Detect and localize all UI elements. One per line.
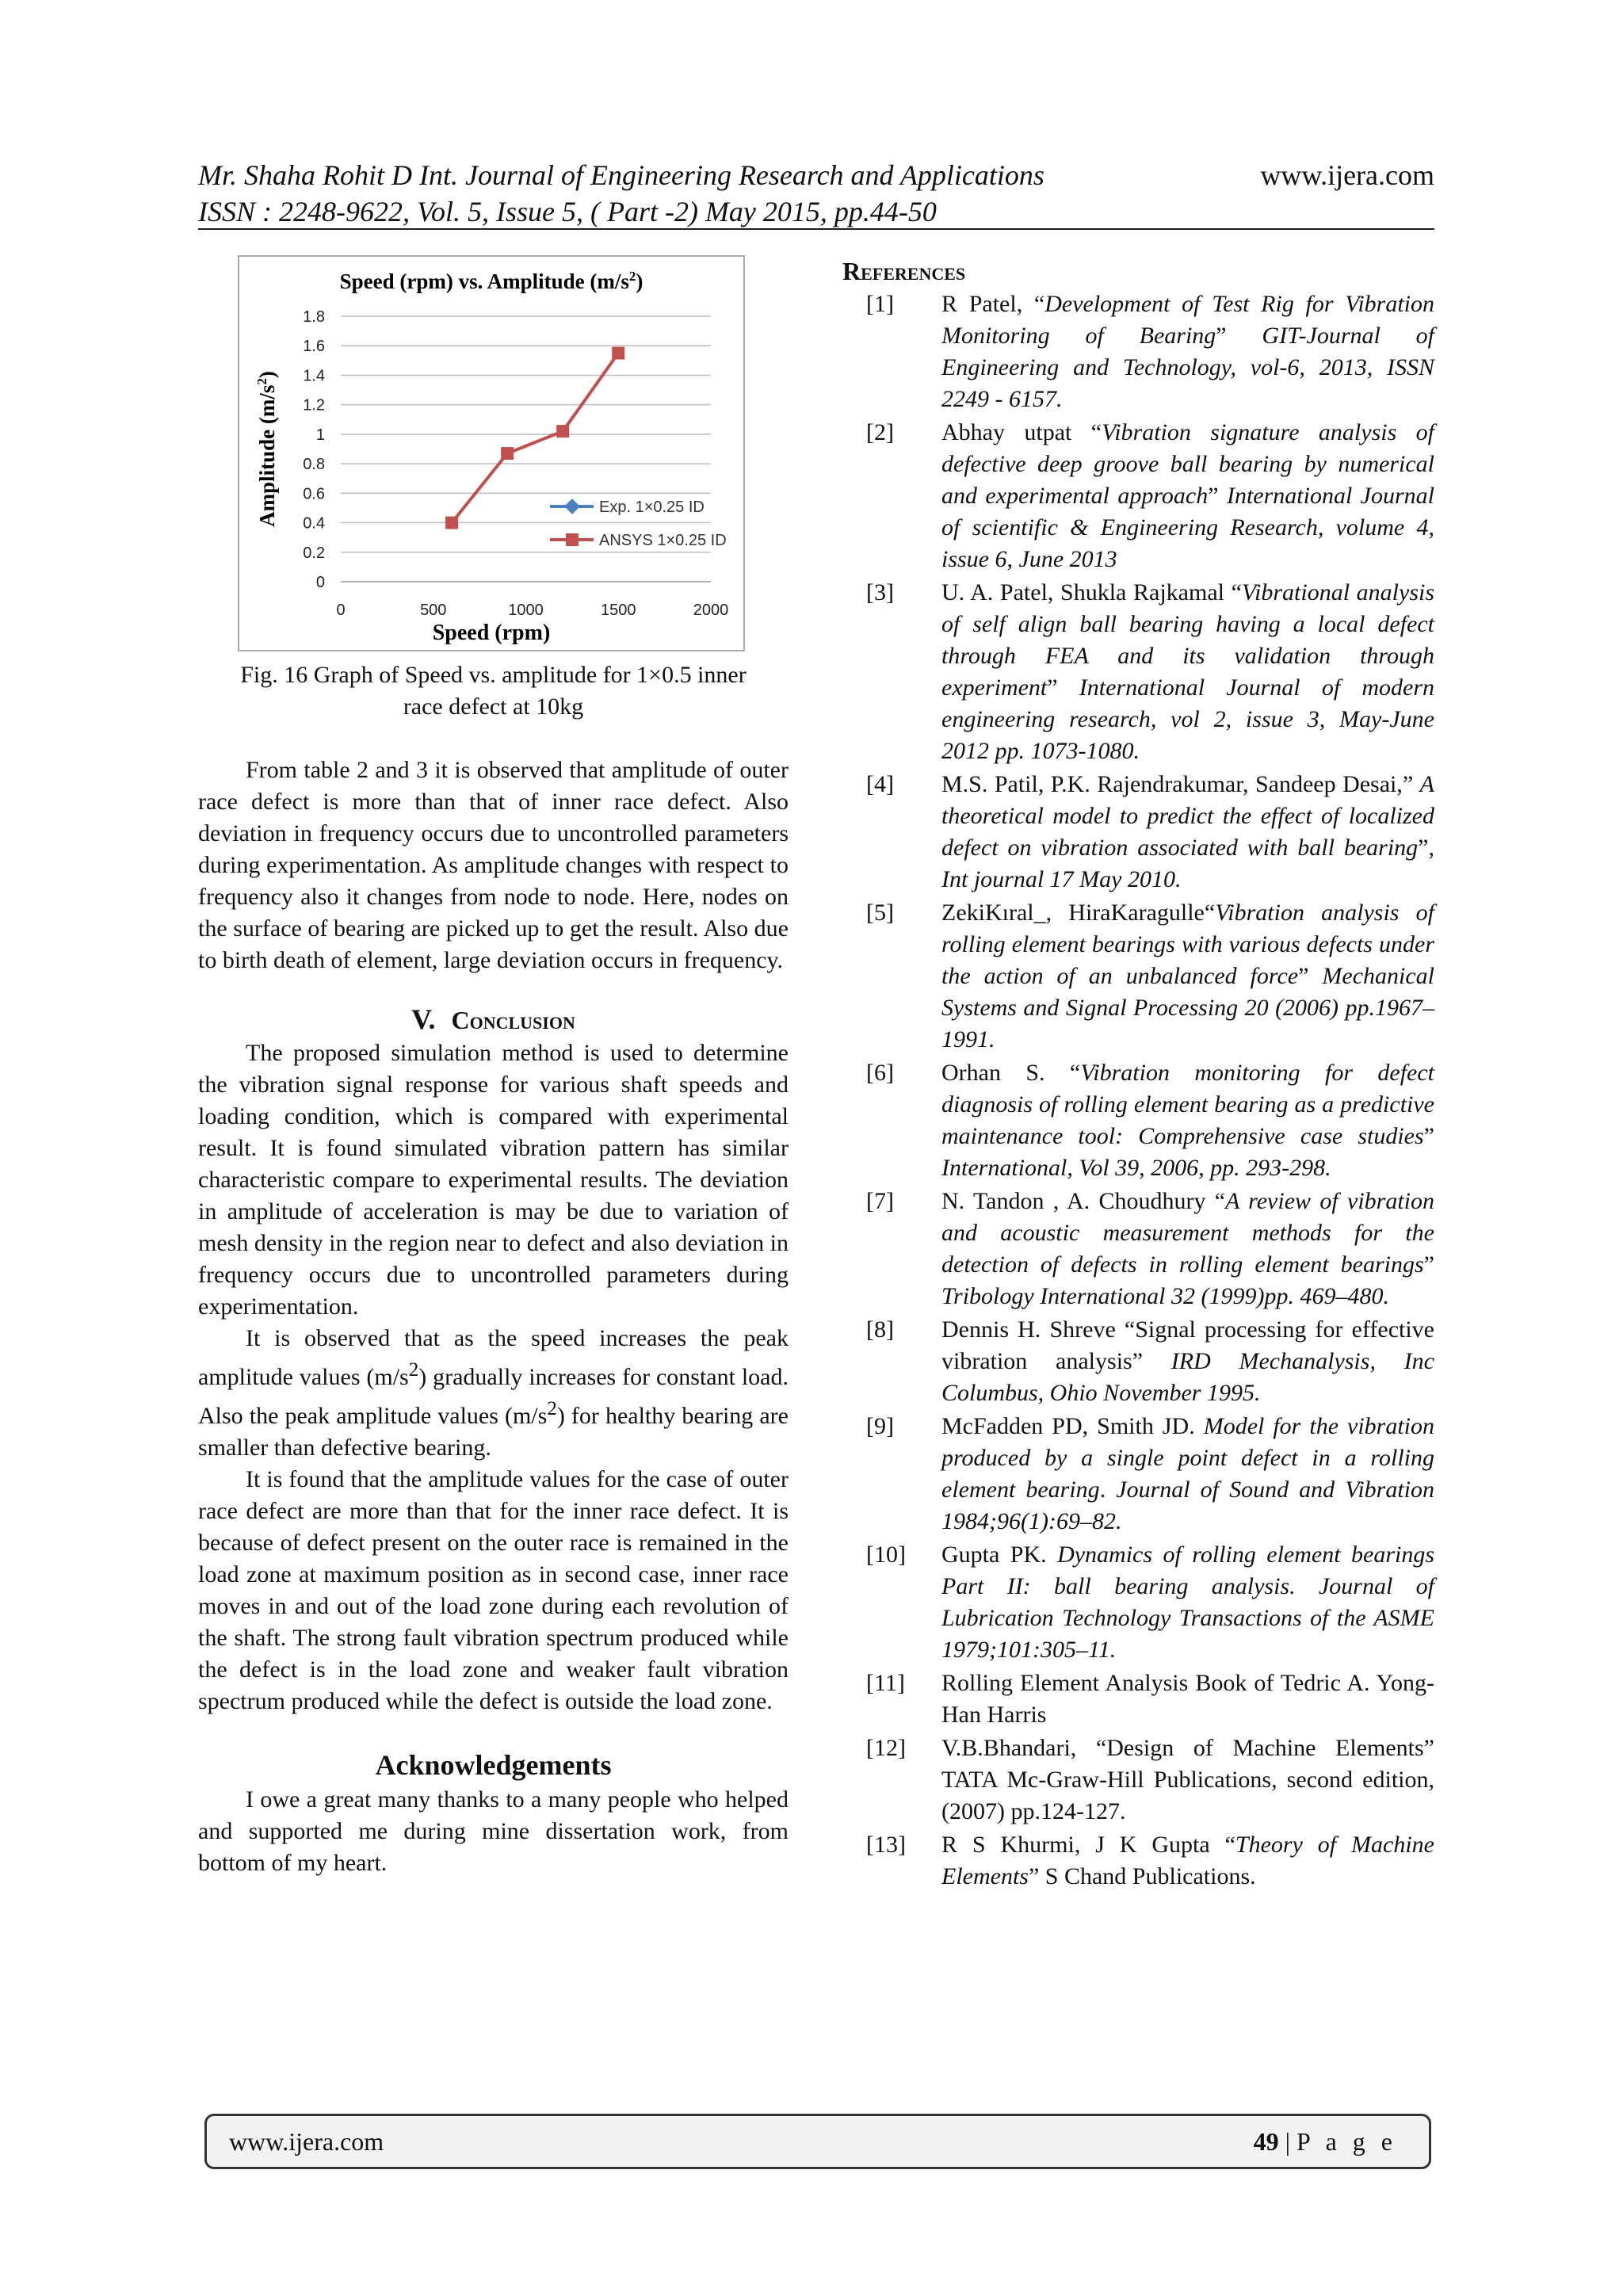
reference-part: A theoretical model to predict the effect of localized defect on vibration associated with ball bearing	[941, 771, 1434, 861]
acknowledgements-heading: Acknowledgements	[375, 1749, 612, 1781]
paragraph-conclusion-3: It is found that the amplitude values for the case of outer race defect are more than that for the inner race defect. It is because of defect present on the outer race is remained in the load zone at maximum position as in second case, inner race moves in and out of the load zone during each revolution of the shaft. The strong fault vibration spectrum produced while the defect is in the load zone and weaker fault vibration spectrum produced while the defect is outside the load zone.	[198, 1466, 789, 1714]
legend-label: Exp. 1×0.25 ID	[599, 499, 705, 516]
reference-part: Dennis H. Shreve “Signal processing for effective vibration analysis”	[941, 1316, 1434, 1374]
reference-item	[842, 417, 1434, 575]
references-list	[842, 288, 1434, 1893]
reference-number: [5]	[866, 900, 894, 926]
x-tick-label: 0	[336, 602, 346, 619]
left-column	[198, 255, 789, 1879]
reference-number: [1]	[866, 291, 894, 317]
series-line	[452, 353, 618, 523]
header-site[interactable]: www.ijera.com	[1260, 159, 1434, 191]
y-tick-label: 1.8	[303, 308, 325, 326]
reference-item	[842, 1186, 1434, 1312]
footer-page-indicator	[1254, 2127, 1397, 2157]
reference-part: Dynamics of rolling element bearings Part II: ball bearing analysis. Journal of Lubrication Technology Transactions of the ASME 1979;101:305–11.	[941, 1541, 1434, 1663]
reference-part: ”	[1216, 323, 1262, 349]
reference-text	[941, 769, 1434, 896]
chart-title-superscript: 2	[628, 269, 636, 284]
reference-number: [3]	[866, 579, 894, 606]
reference-part: Theory of Machine Elements	[941, 1832, 1434, 1889]
reference-part: Tribology International 32 (1999)pp. 469–480.	[941, 1283, 1389, 1309]
y-tick-label: 1.2	[303, 396, 325, 415]
y-tick-label: 0	[315, 574, 325, 591]
reference-part: Vibrational analysis of self align ball bearing having a local defect through FEA and its validation through experiment	[941, 579, 1434, 701]
reference-part: ”	[1423, 1251, 1434, 1278]
reference-item	[842, 1057, 1434, 1184]
reference-part: Vibration signature analysis of defective deep groove ball bearing by numerical and experimental approach	[941, 419, 1435, 509]
reference-text	[941, 288, 1434, 415]
para3-part-a: It is observed that as the speed increases the peak amplitude values (m/s	[198, 1325, 789, 1390]
x-tick-label: 500	[420, 602, 447, 619]
chart-title-end: )	[636, 269, 643, 293]
reference-part: ”	[1208, 483, 1227, 509]
reference-part: Vibration monitoring for defect diagnosis of rolling element bearing as a predictive maintenance tool: Comprehensive case studies	[941, 1060, 1434, 1149]
reference-item	[842, 577, 1434, 767]
reference-part: Rolling Element Analysis Book of Tedric A. Yong-Han Harris	[941, 1670, 1434, 1728]
reference-part: ”	[1298, 963, 1323, 989]
reference-text	[941, 1314, 1434, 1409]
reference-part: V.B.Bhandari, “Design of Machine Elements” TATA Mc-Graw-Hill Publications, second edition, (2007) pp.124-127.	[941, 1735, 1434, 1824]
data-point	[556, 425, 569, 437]
reference-part: ZekiKıral_, HiraKaragulle“	[941, 900, 1216, 926]
header-issn: ISSN : 2248-9622, Vol. 5, Issue 5, ( Part -2) May 2015, pp.44-50	[198, 196, 937, 227]
reference-item	[842, 288, 1434, 415]
y-tick-label: 1.6	[303, 338, 325, 356]
paragraph-conclusion-1: The proposed simulation method is used to determine the vibration signal response for various shaft speeds and loading condition, which is compared with experimental result. It is found simulated vibration pattern has similar characteristic compare to experimental results. The deviation in amplitude of acceleration is may be due to variation of mesh density in the region near to defect and also deviation in frequency occurs due to uncontrolled parameters during experimentation.	[198, 1040, 789, 1320]
reference-part: ”,	[1418, 835, 1434, 861]
x-axis-label: Speed (rpm)	[432, 621, 551, 645]
section-title: Conclusion	[451, 1006, 575, 1034]
legend-marker	[566, 533, 579, 546]
x-tick-label: 1000	[508, 602, 544, 619]
reference-part: Journal of Sound and Vibration 1984;96(1):69–82.	[941, 1477, 1434, 1534]
reference-part: R Patel, “	[941, 291, 1045, 317]
reference-text	[941, 417, 1434, 575]
reference-number: [12]	[866, 1735, 906, 1761]
reference-number: [4]	[866, 771, 894, 797]
running-header	[198, 157, 1197, 230]
reference-part: Model for the vibration produced by a single point defect in a rolling element bearing	[941, 1413, 1435, 1503]
reference-item	[842, 1829, 1434, 1893]
x-tick-label: 2000	[693, 602, 729, 619]
reference-part: IRD Mechanalysis, Inc Columbus, Ohio November 1995.	[941, 1348, 1434, 1406]
reference-text	[941, 1829, 1434, 1893]
reference-part: N. Tandon , A. Choudhury “	[941, 1188, 1226, 1214]
legend-label: ANSYS 1×0.25 ID	[599, 532, 727, 549]
reference-item	[842, 769, 1434, 896]
paragraph-results: From table 2 and 3 it is observed that amplitude of outer race defect is more than that of inner race defect. Also deviation in frequency occurs due to uncontrolled parameters during experimentation. As amplitude changes with respect to frequency also it changes from node to node. Here, nodes on the surface of bearing are picked up to get the result. Also due to birth death of element, large deviation occurs in frequency.	[198, 757, 789, 973]
reference-item	[842, 1733, 1434, 1828]
y-tick-label: 1.4	[303, 367, 325, 385]
reference-text	[941, 577, 1434, 767]
references-heading	[842, 255, 1434, 287]
reference-part: A review of vibration and acoustic measurement methods for the detection of defects in rolling element bearings	[941, 1188, 1434, 1278]
reference-number: [11]	[866, 1670, 905, 1696]
reference-part: ” S Chand Publications.	[1028, 1863, 1256, 1889]
section-heading-conclusion	[198, 1003, 789, 1037]
reference-item	[842, 1668, 1434, 1731]
reference-number: [8]	[866, 1316, 894, 1343]
reference-text	[941, 1186, 1434, 1312]
header-divider	[198, 228, 1434, 230]
y-axis-label-main: Amplitude (m/s	[255, 384, 279, 527]
reference-item	[842, 1539, 1434, 1666]
reference-text	[941, 897, 1434, 1056]
reference-text	[941, 1057, 1434, 1184]
reference-item	[842, 1411, 1434, 1538]
reference-number: [6]	[866, 1060, 894, 1086]
reference-part: McFadden PD, Smith JD.	[941, 1413, 1204, 1439]
para3-part-b: ) gradually increases for constant load. Also the peak amplitude values (m/s	[198, 1364, 789, 1429]
y-axis-label-end: )	[255, 371, 279, 379]
y-tick-label: 0.2	[303, 544, 325, 562]
chart-svg	[239, 257, 743, 650]
y-axis-label	[254, 371, 279, 527]
superscript-2: 2	[408, 1359, 419, 1381]
reference-part: Abhay utpat “	[941, 419, 1102, 445]
superscript-2: 2	[547, 1398, 557, 1419]
reference-item	[842, 897, 1434, 1056]
reference-part: International Journal of scientific & Engineering Research, volume 4, issue 6, June 2013	[941, 483, 1434, 572]
figure-16-chart	[238, 255, 745, 651]
y-tick-label: 0.6	[303, 485, 325, 503]
references-heading-text: References	[842, 257, 966, 285]
reference-number: [10]	[866, 1541, 906, 1568]
page-number: 49	[1253, 2126, 1279, 2156]
reference-part: U. A. Patel, Shukla Rajkamal “	[941, 579, 1242, 606]
chart-title-main: Speed (rpm) vs. Amplitude (m/s	[339, 269, 629, 293]
reference-part: Development of Test Rig for Vibration Monitoring of Bearing	[941, 291, 1435, 349]
reference-text	[941, 1733, 1434, 1828]
reference-number: [7]	[866, 1188, 894, 1214]
reference-part: M.S. Patil, P.K. Rajendrakumar, Sandeep Desai,”	[941, 771, 1420, 797]
reference-part: ”	[1423, 1123, 1434, 1149]
section-number: V.	[411, 1003, 436, 1035]
legend-marker	[564, 499, 580, 514]
reference-item	[842, 1314, 1434, 1409]
page-footer	[204, 2114, 1431, 2169]
footer-site[interactable]: www.ijera.com	[229, 2126, 384, 2156]
reference-text	[941, 1411, 1434, 1538]
reference-text	[941, 1668, 1434, 1731]
data-point	[612, 347, 624, 360]
data-point	[445, 517, 458, 529]
reference-number: [2]	[866, 419, 894, 445]
x-tick-label: 1500	[601, 602, 636, 619]
reference-text	[941, 1539, 1434, 1666]
y-tick-label: 0.8	[303, 456, 325, 474]
y-axis-label-superscript: 2	[254, 378, 269, 385]
para3-part-c: ) for healthy bearing are smaller than defective bearing.	[198, 1403, 789, 1461]
reference-number: [9]	[866, 1413, 894, 1439]
reference-part: International Journal of modern engineering research, vol 2, issue 3, May-June 2012 pp. 1073-1080.	[941, 674, 1434, 764]
y-tick-label: 1	[315, 426, 325, 444]
header-authors-journal: Mr. Shaha Rohit D Int. Journal of Engineering Research and Applications	[198, 159, 1044, 191]
caption-line-2: race defect at 10kg	[403, 693, 584, 720]
y-tick-label: 0.4	[303, 514, 325, 533]
reference-part: Gupta PK.	[941, 1541, 1058, 1568]
reference-number: [13]	[866, 1832, 906, 1858]
reference-part: Int journal 17 May 2010.	[941, 866, 1182, 892]
data-point	[501, 447, 514, 460]
right-column	[842, 255, 1434, 1894]
reference-part: Vibration analysis of rolling element bearings with various defects under the action of an unbalanced force	[941, 900, 1434, 989]
acknowledgements-text: I owe a great many thanks to a many people who helped and supported me during mine dissertation work, from bottom of my heart.	[198, 1786, 789, 1876]
figure-caption	[198, 659, 789, 723]
reference-part: Orhan S. “	[941, 1060, 1081, 1086]
paragraph-conclusion-2	[198, 1323, 789, 1464]
page-separator: |	[1278, 2126, 1296, 2156]
chart-title	[340, 269, 643, 293]
caption-line-1: Fig. 16 Graph of Speed vs. amplitude for 1×0.5 inner	[240, 662, 747, 688]
reference-part: R S Khurmi, J K Gupta “	[941, 1832, 1235, 1858]
reference-part: .	[1099, 1477, 1117, 1503]
page-word: P a g e	[1296, 2126, 1397, 2156]
reference-part: GIT-Journal of Engineering and Technology, vol-6, 2013, ISSN 2249 - 6157.	[941, 323, 1434, 412]
reference-part: International, Vol 39, 2006, pp. 293-298.	[941, 1155, 1331, 1181]
reference-part: ”	[1047, 674, 1079, 701]
reference-part: Mechanical Systems and Signal Processing 20 (2006) pp.1967–1991.	[941, 963, 1434, 1052]
